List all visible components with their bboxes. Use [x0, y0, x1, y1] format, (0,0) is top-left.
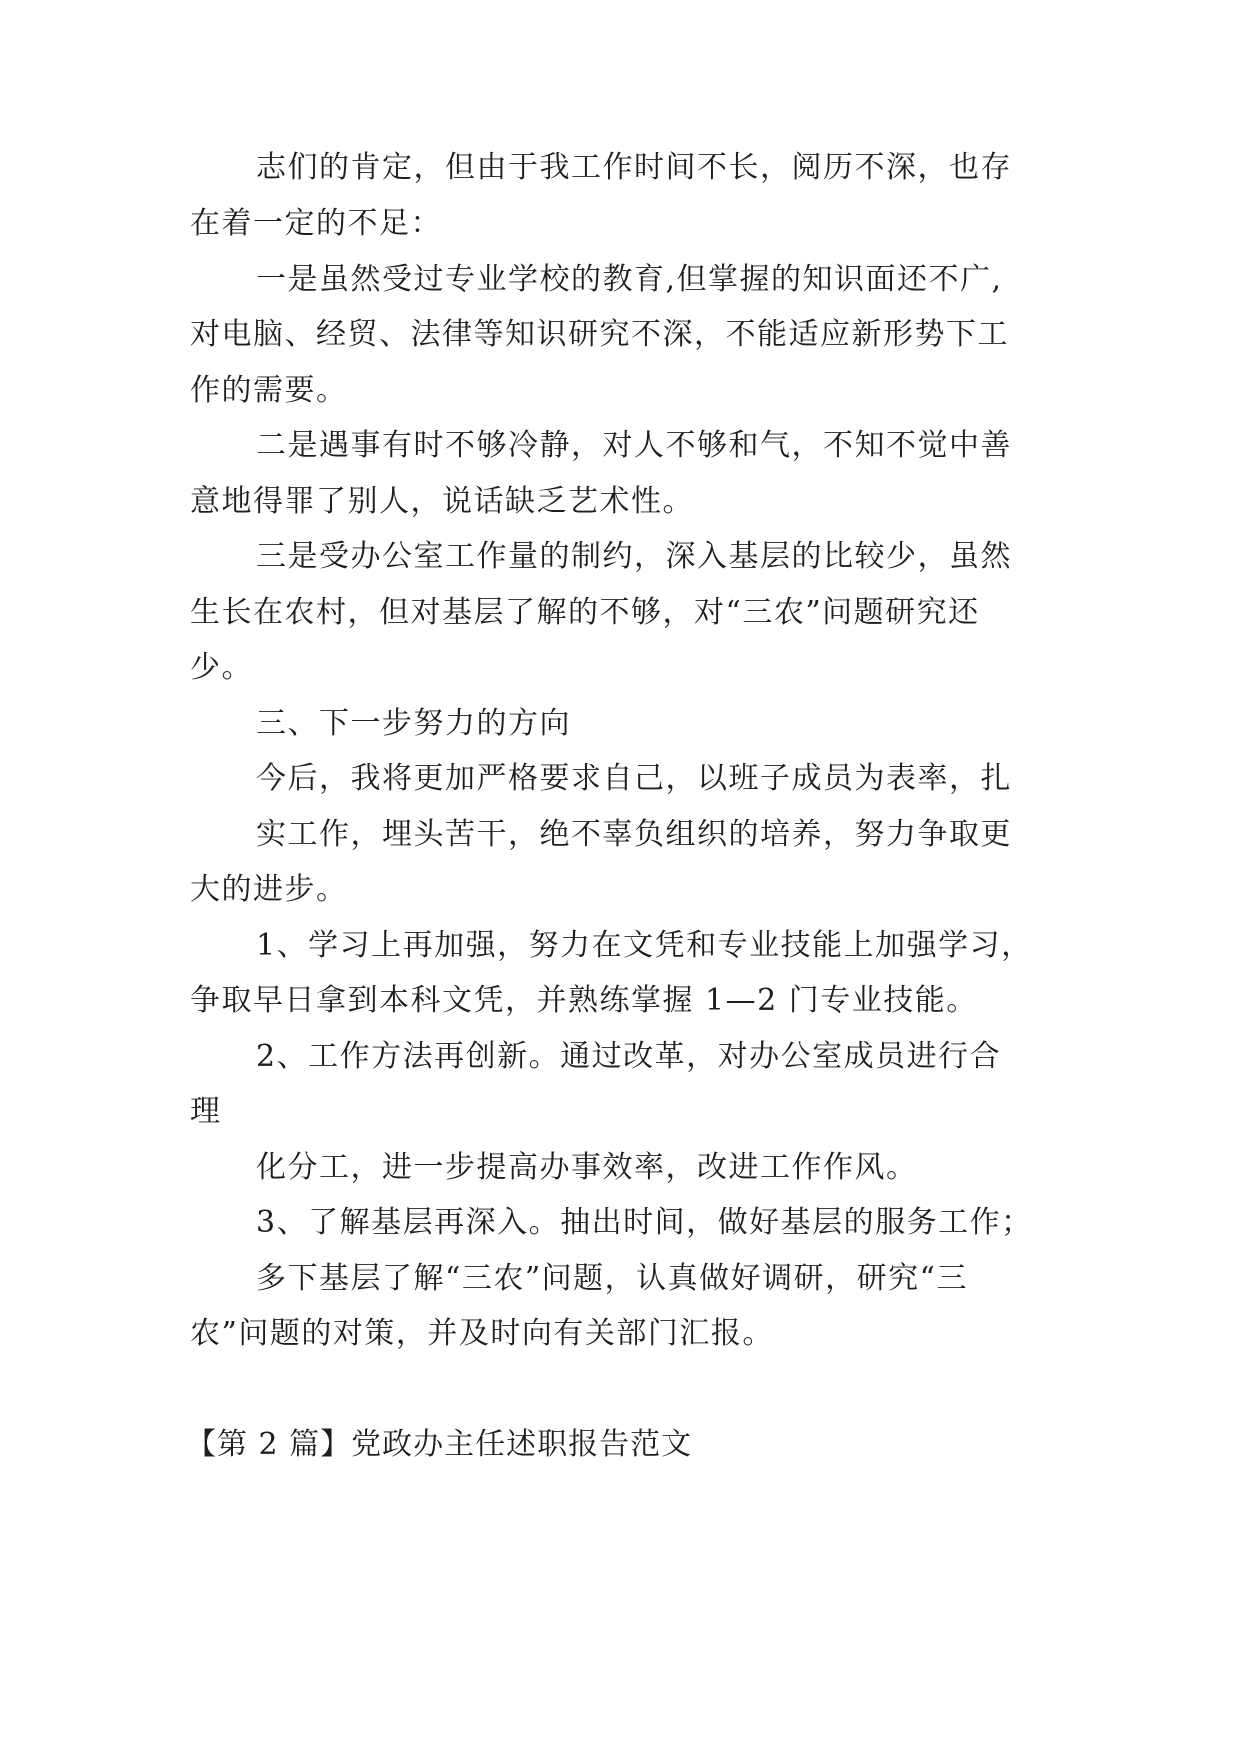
section-heading: 三、下一步努力的方向: [256, 706, 571, 741]
next-article-heading: 【第 2 篇】党政办主任述职报告范文: [186, 1427, 693, 1462]
text-line: 3、了解基层再深入。抽出时间，做好基层的服务工作；: [256, 1205, 1033, 1240]
text-line: 大的进步。: [190, 872, 348, 907]
text-line: 1、学习上再加强，努力在文凭和专业技能上加强学习，: [256, 928, 1033, 963]
text-line: 农”问题的对策，并及时向有关部门汇报。: [190, 1316, 774, 1351]
text-line: 少。: [190, 650, 253, 685]
text-line: 一是虽然受过专业学校的教育,但掌握的知识面还不广,: [256, 262, 1003, 297]
text-line: 二是遇事有时不够冷静，对人不够和气，不知不觉中善: [256, 428, 1012, 463]
text-line: 2、工作方法再创新。通过改革，对办公室成员进行合: [256, 1039, 1002, 1074]
text-line: 今后，我将更加严格要求自己，以班子成员为表率，扎: [256, 761, 1012, 796]
text-line: 三是受办公室工作量的制约，深入基层的比较少，虽然: [256, 539, 1012, 574]
text-line: 作的需要。: [190, 373, 348, 408]
text-line: 化分工，进一步提高办事效率，改进工作作风。: [256, 1150, 918, 1185]
text-line: 争取早日拿到本科文凭，并熟练掌握 1—2 门专业技能。: [190, 983, 978, 1018]
text-line: 意地得罪了别人，说话缺乏艺术性。: [190, 484, 694, 519]
text-line: 理: [190, 1094, 222, 1129]
text-line: 对电脑、经贸、法律等知识研究不深，不能适应新形势下工: [190, 317, 1009, 352]
text-line: 实工作，埋头苦干，绝不辜负组织的培养，努力争取更: [256, 817, 1012, 852]
text-line: 多下基层了解“三农”问题，认真做好调研，研究“三: [256, 1261, 969, 1296]
text-line: 在着一定的不足：: [190, 206, 442, 241]
text-line: 志们的肯定，但由于我工作时间不长，阅历不深，也存: [256, 150, 1012, 185]
text-line: 生长在农村，但对基层了解的不够，对“三农”问题研究还: [190, 595, 980, 630]
